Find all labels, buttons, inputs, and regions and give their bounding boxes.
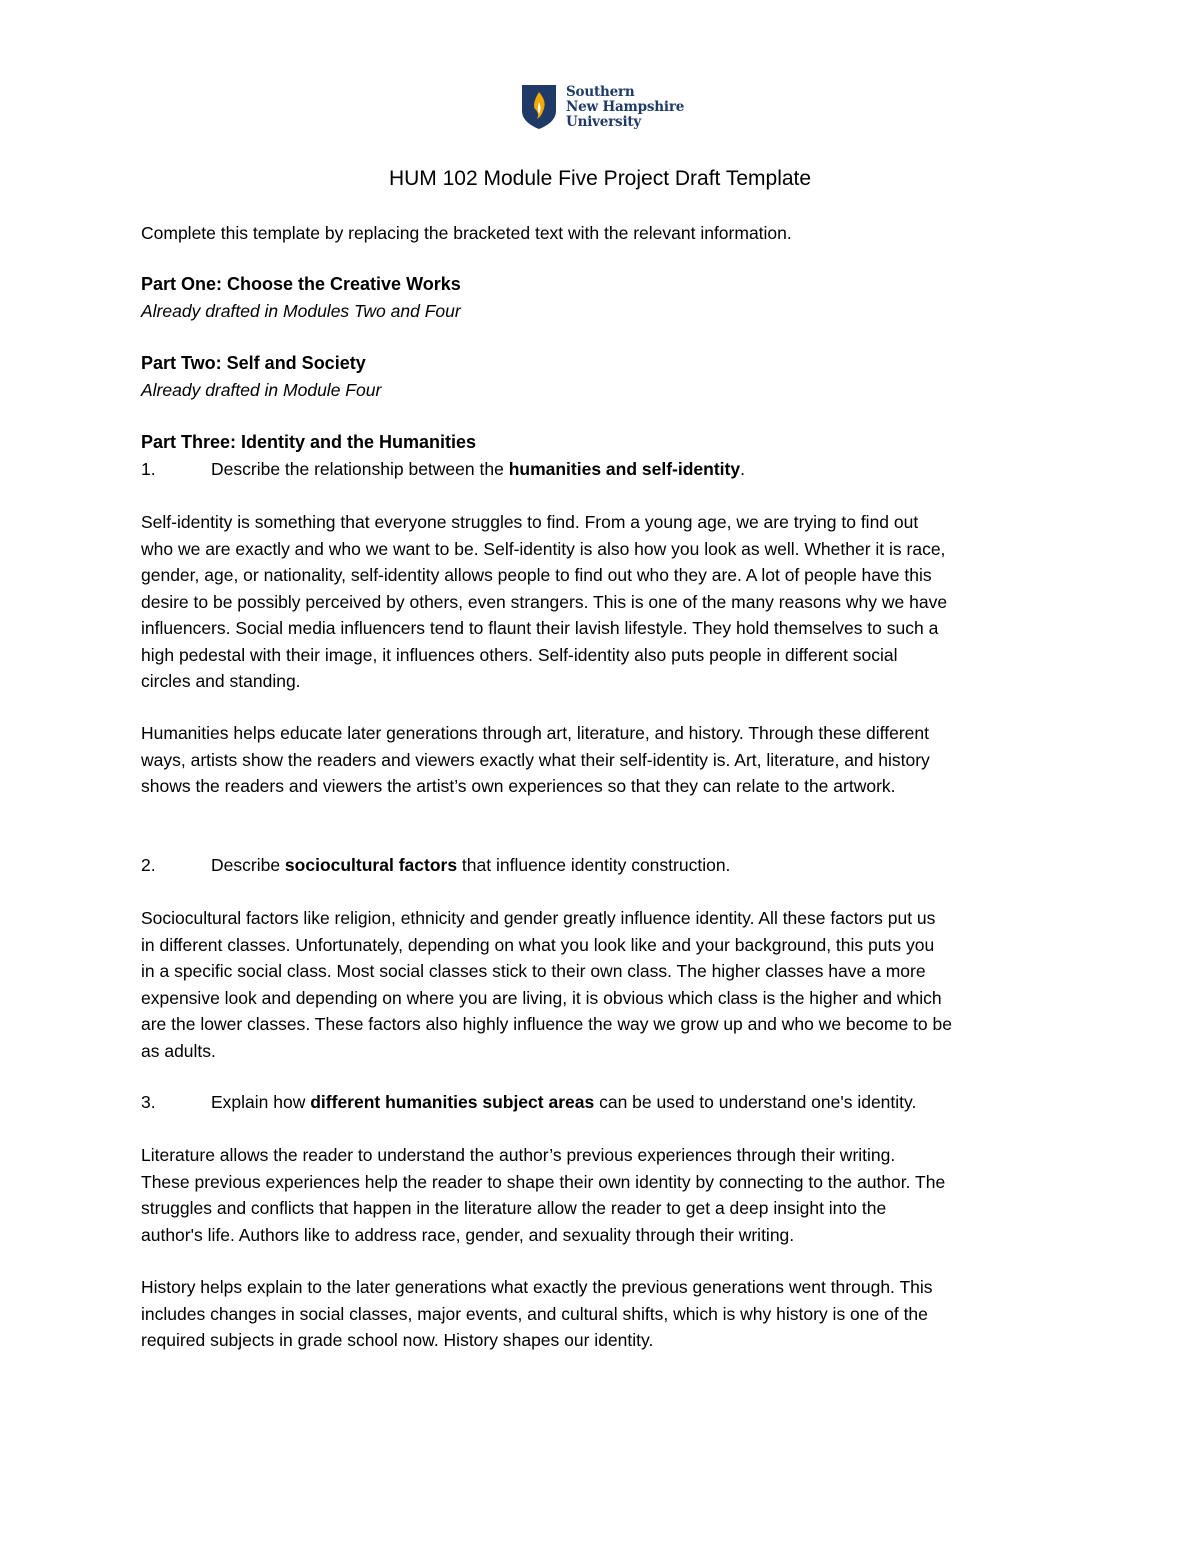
question-3-suffix: can be used to understand one's identity.	[594, 1092, 917, 1112]
question-2-bold: sociocultural factors	[284, 855, 458, 875]
paragraph-line: ways, artists show the readers and viewers exactly what their self-identity is. Art, literature, and history	[141, 749, 930, 770]
paragraph-line: high pedestal with their image, it influences others. Self-identity also puts people in different social	[141, 644, 898, 665]
paragraph-line: who we are exactly and who we want to be. Self-identity is also how you look as well. Whether it is race,	[141, 538, 946, 559]
paragraph-line: as adults.	[141, 1040, 216, 1061]
paragraph-line: struggles and conflicts that happen in the literature allow the reader to get a deep insight into the	[141, 1198, 887, 1218]
logo-line-1: Southern	[566, 84, 635, 100]
question-1-suffix: .	[740, 459, 745, 479]
paragraph-line: gender, age, or nationality, self-identity allows people to find out who they are. A lot of people have this	[141, 565, 932, 585]
paragraph-line: These previous experiences help the reader to shape their own identity by connecting to the author. The	[141, 1171, 946, 1192]
paragraph-line: influencers. Social media influencers tend to flaunt their lavish lifestyle. They hold themselves to such a	[141, 618, 939, 638]
question-1	[141, 456, 745, 483]
question-2-number: 2.	[141, 855, 156, 875]
question-3-bold: different humanities subject areas	[310, 1092, 595, 1112]
paragraph-line: expensive look and depending on where you are living, it is obvious which class is the higher and which	[141, 987, 942, 1008]
logo-line-2: New Hampshire	[566, 99, 685, 115]
university-logo	[521, 84, 684, 130]
question-2	[141, 852, 730, 879]
part-one-note: Already drafted in Modules Two and Four	[141, 301, 461, 321]
paragraph-line: in different classes. Unfortunately, depending on what you look like and your background, this puts you	[141, 934, 935, 955]
paragraph-line: required subjects in grade school now. History shapes our identity.	[141, 1330, 654, 1350]
question-1-number: 1.	[141, 459, 156, 479]
flame-shield-icon	[521, 84, 557, 130]
part-two-note: Already drafted in Module Four	[141, 380, 382, 400]
document-title: HUM 102 Module Five Project Draft Template	[388, 167, 812, 190]
question-1-prefix: Describe the relationship between the	[211, 459, 509, 479]
question-2-prefix: Describe	[211, 855, 285, 875]
paragraph-line: shows the readers and viewers the artist’s own experiences so that they can relate to the artwork.	[141, 776, 896, 796]
intro-text: Complete this template by replacing the bracketed text with the relevant information.	[141, 223, 792, 243]
part-one-heading: Part One: Choose the Creative Works	[141, 274, 461, 294]
q3-paragraph-1	[141, 1142, 945, 1248]
question-1-bold: humanities and self-identity	[508, 459, 741, 479]
paragraph-line: circles and standing.	[141, 671, 301, 691]
paragraph-line: includes changes in social classes, major events, and cultural shifts, which is why history is one of the	[141, 1303, 928, 1324]
paragraph-line: Self-identity is something that everyone struggles to find. From a young age, we are trying to find out	[141, 512, 919, 532]
question-3-prefix: Explain how	[211, 1092, 311, 1112]
part-two-heading: Part Two: Self and Society	[141, 353, 366, 373]
q2-paragraph	[141, 905, 952, 1064]
logo-line-3: University	[566, 114, 642, 130]
paragraph-line: Humanities helps educate later generations through art, literature, and history. Through these different	[141, 723, 929, 743]
q1-paragraph-1	[141, 509, 947, 695]
question-3-number: 3.	[141, 1092, 156, 1112]
logo-wordmark	[566, 85, 684, 130]
q3-paragraph-2	[141, 1274, 933, 1354]
part-three-heading: Part Three: Identity and the Humanities	[141, 432, 477, 452]
paragraph-line: Literature allows the reader to understand the author’s previous experiences through their writing.	[141, 1145, 896, 1165]
paragraph-line: History helps explain to the later generations what exactly the previous generations went through. This	[141, 1277, 933, 1297]
paragraph-line: are the lower classes. These factors also highly influence the way we grow up and who we become to be	[141, 1014, 952, 1034]
paragraph-line: desire to be possibly perceived by others, even strangers. This is one of the many reasons why we have	[141, 591, 948, 612]
paragraph-line: author's life. Authors like to address race, gender, and sexuality through their writing.	[141, 1224, 795, 1245]
q1-paragraph-2	[141, 720, 930, 800]
paragraph-line: Sociocultural factors like religion, ethnicity and gender greatly influence identity. All these factors put us	[141, 908, 936, 928]
question-2-suffix: that influence identity construction.	[457, 855, 731, 875]
paragraph-line: in a specific social class. Most social classes stick to their own class. The higher classes have a more	[141, 961, 926, 981]
question-3	[141, 1089, 916, 1116]
